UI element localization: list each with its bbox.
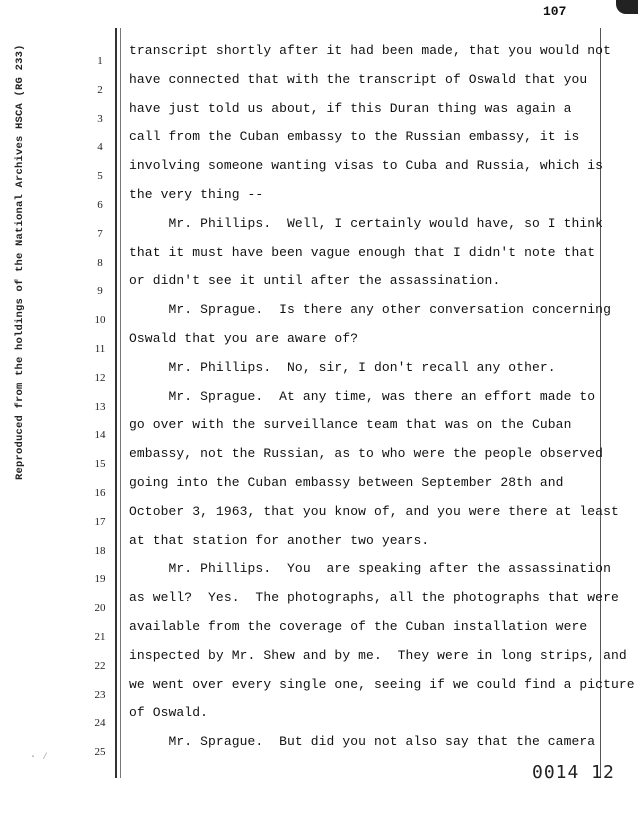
line-number: 6 xyxy=(97,199,103,211)
transcript-line: call from the Cuban embassy to the Russian embassy, it is xyxy=(129,129,580,145)
stray-mark: · ⁄ xyxy=(30,752,49,763)
transcript-line: Mr. Sprague. At any time, was there an effort made to xyxy=(129,388,596,404)
line-number: 19 xyxy=(94,573,106,586)
transcript-line: have just told us about, if this Duran thing was again a xyxy=(129,100,572,116)
transcript-line: as well? Yes. The photographs, all the photographs that were xyxy=(129,590,619,606)
line-number: 11 xyxy=(94,343,106,355)
transcript-line: of Oswald. xyxy=(129,705,209,721)
line-number: 21 xyxy=(94,631,106,643)
line-number: 5 xyxy=(97,170,103,183)
transcript-line: go over with the surveillance team that was on the Cuban xyxy=(129,417,572,433)
page-number: 107 xyxy=(543,4,567,19)
line-number: 18 xyxy=(94,544,106,557)
line-number: 16 xyxy=(94,487,106,499)
line-number: 23 xyxy=(94,688,106,701)
transcript-line: going into the Cuban embassy between September 28th and xyxy=(129,475,564,490)
transcript-line: at that station for another two years. xyxy=(129,532,430,548)
transcript-line: Mr. Sprague. Is there any other conversation concerning xyxy=(129,302,611,318)
transcript-line: available from the coverage of the Cuban installation were xyxy=(129,619,588,634)
transcript-line: Mr. Phillips. No, sir, I don't recall any other. xyxy=(129,359,556,375)
line-number: 8 xyxy=(97,256,103,269)
line-number: 22 xyxy=(94,659,106,672)
line-number: 24 xyxy=(94,717,106,730)
right-margin-rule xyxy=(600,28,601,778)
line-number: 3 xyxy=(97,112,103,125)
transcript-line: embassy, not the Russian, as to who were the people observed xyxy=(129,446,604,462)
line-number: 25 xyxy=(94,746,106,759)
transcript-line: the very thing -- xyxy=(129,187,264,202)
transcript-line: that it must have been vague enough that I didn't note that xyxy=(129,244,596,260)
transcript-line: Mr. Phillips. You are speaking after the assassination xyxy=(129,561,611,577)
transcript-line: Mr. Sprague. But did you not also say that the camera xyxy=(129,734,596,750)
line-number: 9 xyxy=(97,285,103,298)
line-number: 1 xyxy=(97,55,103,67)
corner-tab-mark xyxy=(616,0,638,14)
transcript-line: Mr. Phillips. Well, I certainly would have, so I think xyxy=(129,215,604,231)
line-number: 15 xyxy=(94,458,106,471)
left-margin-rule-inner xyxy=(120,28,121,778)
line-number: 7 xyxy=(97,227,103,240)
document-id-stamp: 0014 12 xyxy=(532,762,615,783)
line-number: 20 xyxy=(94,602,106,615)
line-number: 14 xyxy=(94,429,106,442)
transcript-line: we went over every single one, seeing if we could find a picture xyxy=(129,676,635,692)
line-number: 17 xyxy=(94,515,106,528)
line-number: 13 xyxy=(94,400,106,413)
archive-side-note: Reproduced from the holdings of the National Archives HSCA (RG 233) xyxy=(14,44,26,480)
transcript-line: October 3, 1963, that you know of, and you were there at least xyxy=(129,503,619,519)
transcript-line: or didn't see it until after the assassination. xyxy=(129,273,501,289)
line-number: 2 xyxy=(97,83,103,96)
left-margin-rule xyxy=(115,28,117,778)
transcript-line: involving someone wanting visas to Cuba and Russia, which is xyxy=(129,158,604,174)
line-number: 10 xyxy=(94,314,106,327)
line-number: 12 xyxy=(94,371,106,384)
transcript-line: Oswald that you are aware of? xyxy=(129,331,359,346)
transcript-line: inspected by Mr. Shew and by me. They were in long strips, and xyxy=(129,647,627,663)
transcript-line: have connected that with the transcript of Oswald that you xyxy=(129,71,588,87)
line-number: 4 xyxy=(97,141,103,154)
transcript-line: transcript shortly after it had been made, that you would not xyxy=(129,43,611,58)
